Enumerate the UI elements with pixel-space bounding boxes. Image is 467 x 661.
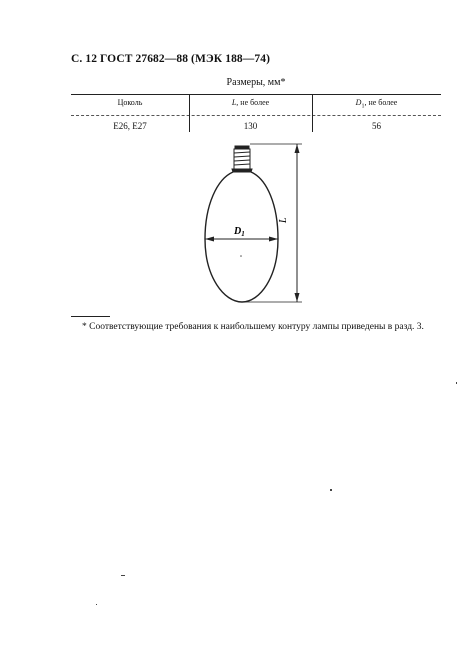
table-header-rule	[71, 115, 441, 116]
label-d1-subscript: 1	[241, 230, 245, 238]
table-header-length	[189, 98, 312, 107]
table-header-base: Цоколь	[117, 98, 143, 107]
table-caption: Размеры, мм*	[226, 77, 286, 88]
table-top-rule	[71, 94, 441, 95]
screw-base-icon	[232, 146, 252, 172]
diameter-suffix: , не более	[364, 98, 398, 107]
label-d1-letter: D	[234, 226, 242, 237]
table-cell-base: Е26, Е27	[113, 121, 147, 131]
scan-speck	[330, 489, 332, 491]
footnote: * Соответствующие требования к наибольшему контуру лампы приведены в разд. 3.	[82, 322, 424, 332]
speck	[240, 255, 242, 257]
footnote-rule	[71, 316, 110, 317]
arrow-up-icon	[295, 144, 300, 153]
length-symbol: L	[231, 98, 237, 107]
length-suffix: , не более	[236, 98, 270, 107]
scan-speck	[456, 382, 457, 384]
lamp-drawing	[190, 135, 320, 310]
page-header: С. 12 ГОСТ 27682—88 (МЭК 188—74)	[71, 53, 270, 65]
table-cell-diameter: 56	[372, 121, 381, 131]
label-d1	[233, 226, 245, 238]
scan-speck	[121, 575, 125, 576]
arrow-left-icon	[205, 237, 214, 242]
arrow-right-icon	[269, 237, 278, 242]
diameter-symbol: D	[355, 98, 362, 107]
table-header-diameter	[312, 98, 441, 110]
label-l: L	[278, 217, 289, 223]
table-cell-length: 130	[243, 121, 258, 131]
diameter-subscript: 1	[361, 103, 365, 110]
scan-speck	[96, 604, 97, 605]
arrow-down-icon	[295, 293, 300, 302]
